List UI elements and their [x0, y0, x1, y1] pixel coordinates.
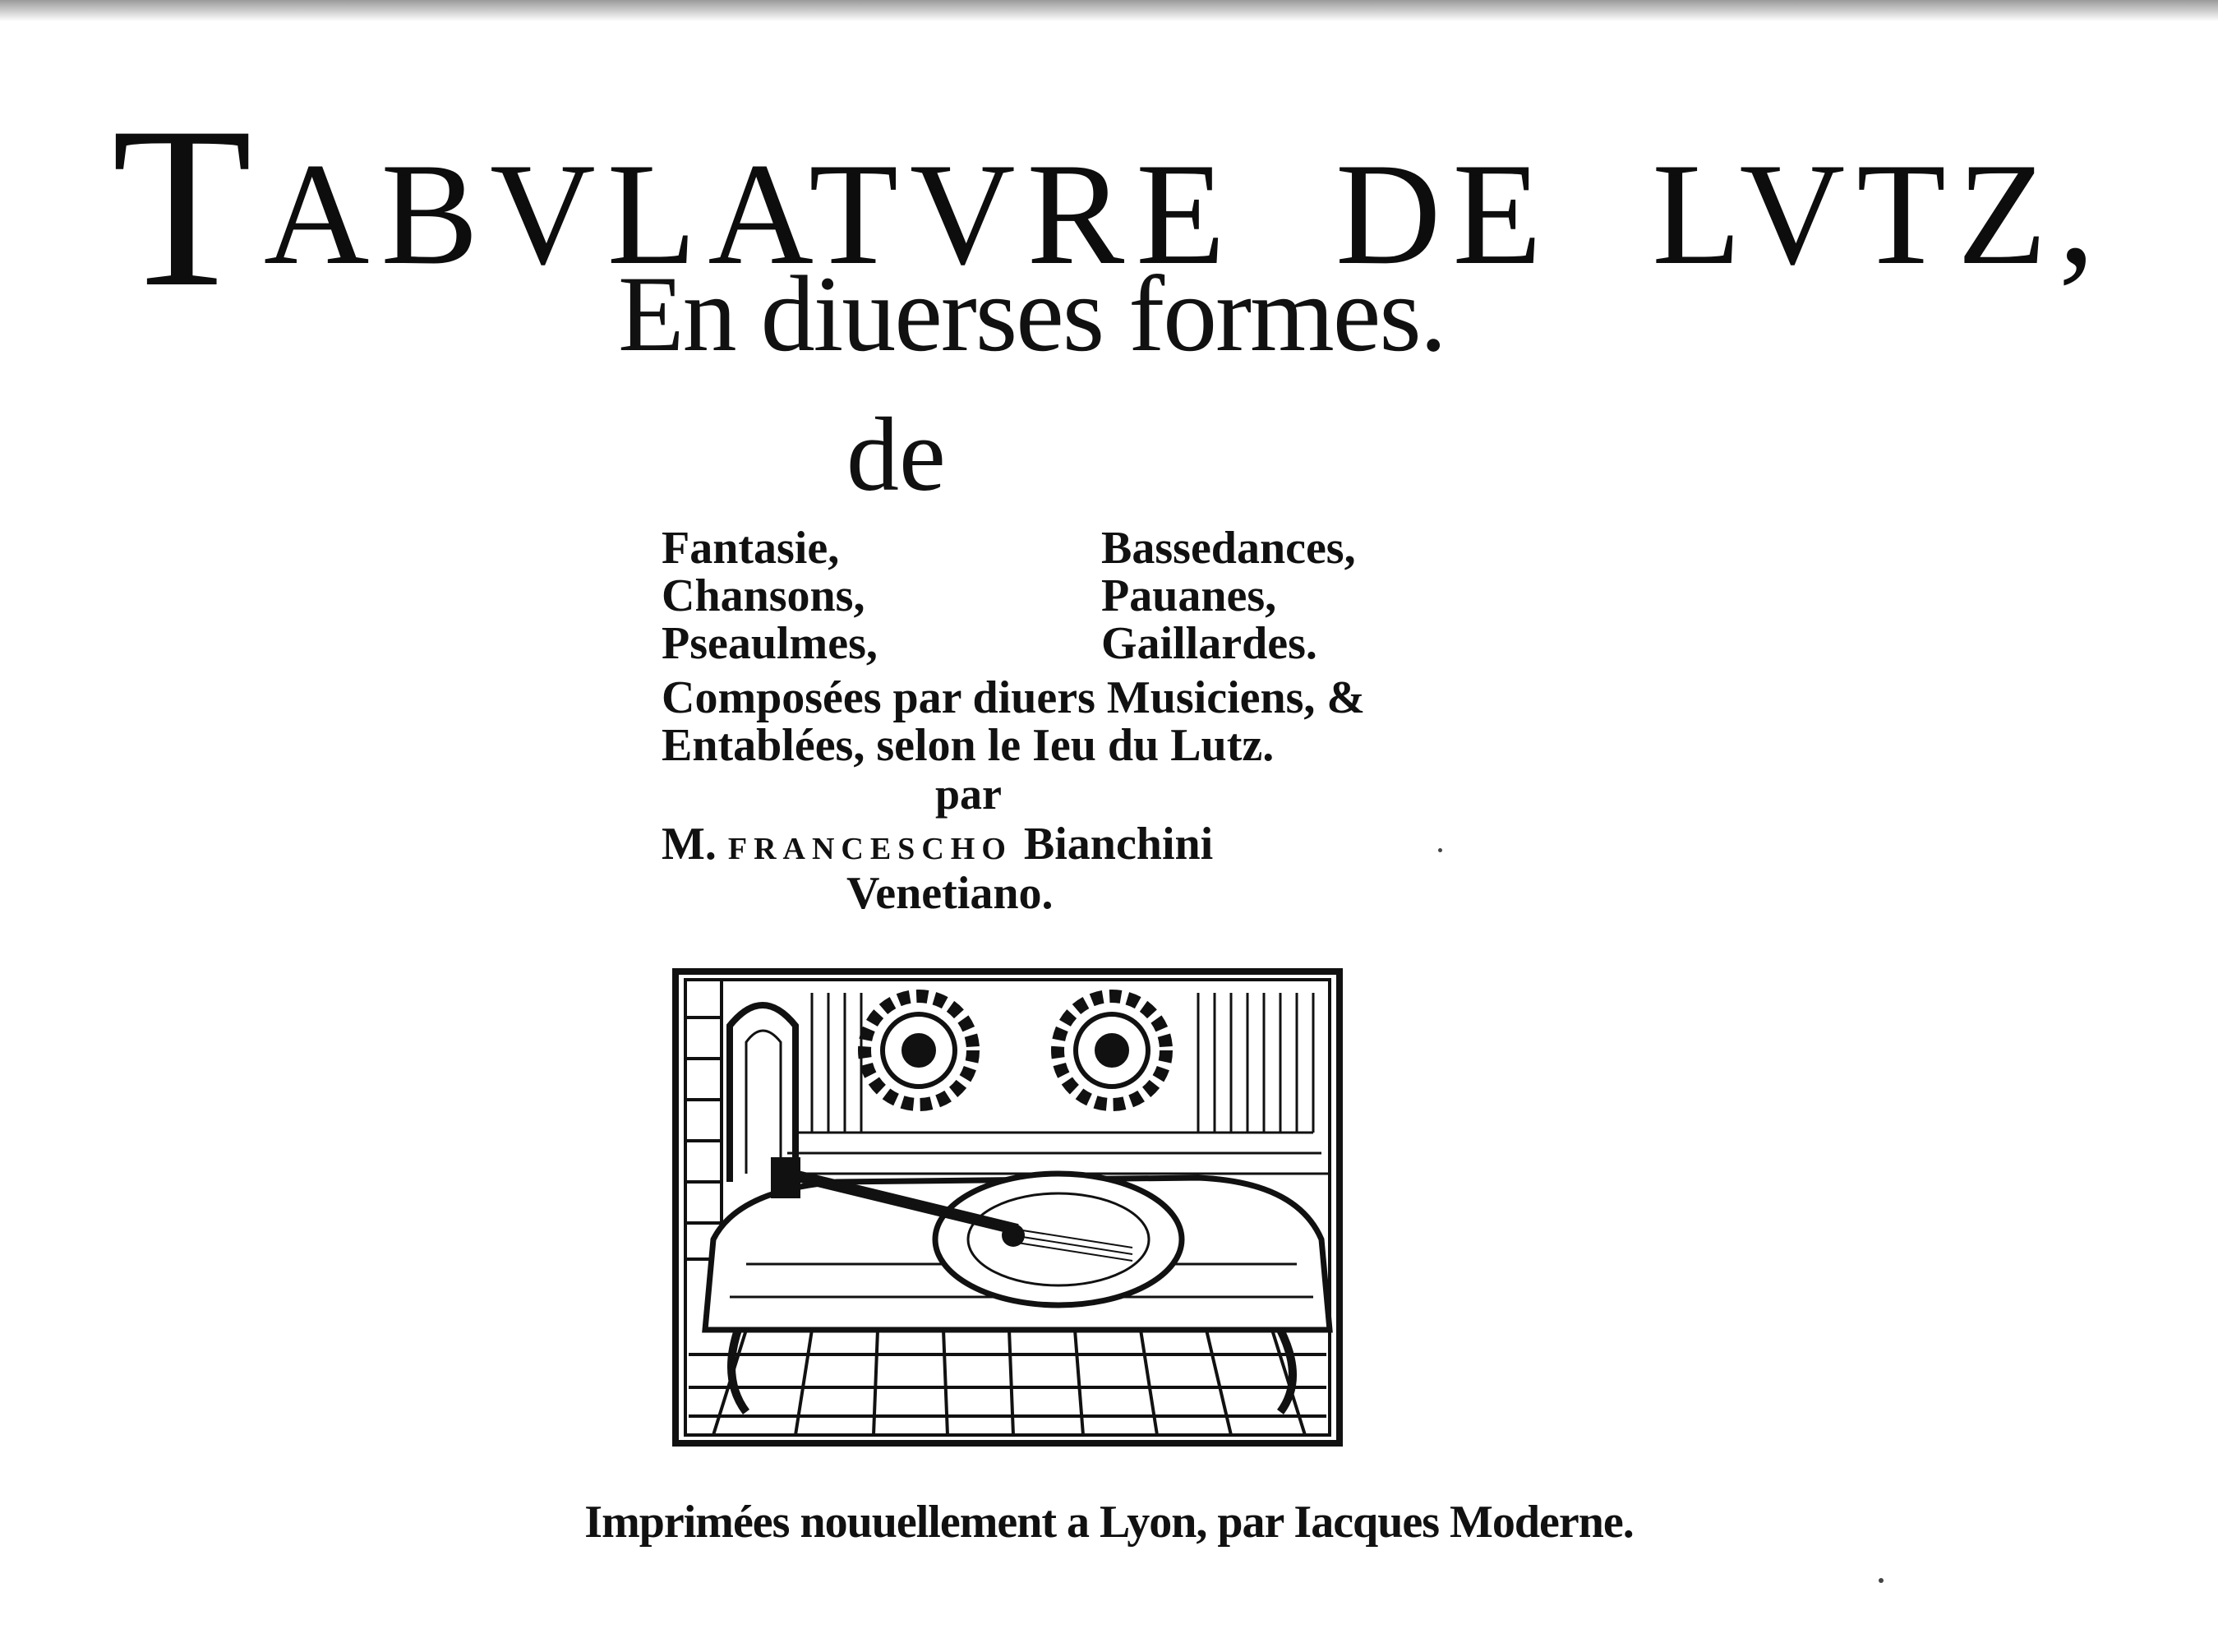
list-item: Fantasie,: [662, 523, 840, 574]
title-word-2: DE: [1335, 132, 1554, 295]
author-first-name: FRANCESCHO: [727, 832, 1012, 866]
scan-edge-shadow: [0, 0, 2218, 21]
composition-note: [662, 674, 1365, 769]
genre-list-left: [662, 524, 878, 667]
author-last-name: Bianchini: [1023, 819, 1214, 870]
author-name: [662, 818, 1213, 870]
author-prefix: M.: [662, 819, 717, 870]
list-item: Bassedances,: [1101, 523, 1356, 574]
list-item: Pseaulmes,: [662, 618, 878, 669]
title-initial: T: [111, 79, 264, 335]
de-line: de: [846, 396, 946, 513]
author-origin: Venetiano.: [846, 868, 1054, 919]
list-item: Gaillardes.: [1101, 618, 1317, 669]
list-item: Chansons,: [662, 570, 865, 621]
composition-line-2: Entablées, selon le Ieu du Lutz.: [662, 720, 1275, 771]
lute-on-table-woodcut-icon: [672, 968, 1343, 1447]
scan-speck: [1438, 848, 1442, 852]
par-line: par: [935, 769, 1002, 819]
subtitle: En diuerses formes.: [618, 253, 1446, 374]
list-item: Pauanes,: [1101, 570, 1277, 621]
scan-speck: [1879, 1578, 1884, 1583]
title-word-1-rest: ABVLATVRE: [263, 132, 1237, 295]
genre-list-right: [1101, 524, 1356, 667]
imprint-line: Imprimées nouuellement a Lyon, par Iacques Moderne.: [584, 1497, 1634, 1548]
title-word-3: LVTZ,: [1652, 132, 2107, 295]
composition-line-1: Composées par diuers Musiciens, &: [662, 672, 1366, 723]
